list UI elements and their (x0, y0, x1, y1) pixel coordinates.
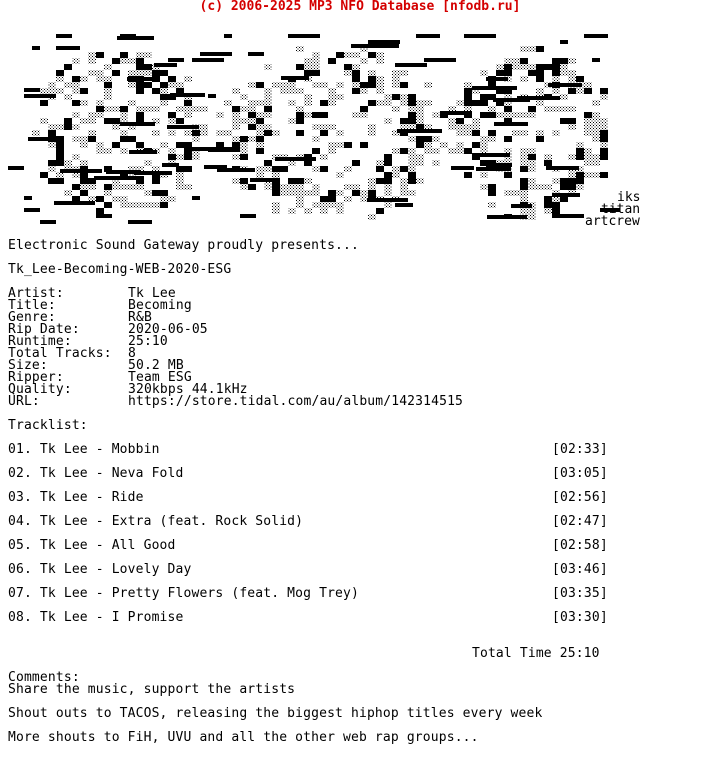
track-duration: [02:33] (552, 442, 608, 457)
track-duration: [02:58] (552, 538, 608, 553)
track-title: 06. Tk Lee - Lovely Day (8, 562, 192, 577)
site-banner: (c) 2006-2025 MP3 NFO Database [nfodb.ru] (199, 0, 521, 14)
info-label-runtime: Runtime: (8, 334, 72, 349)
track-duration: [03:05] (552, 466, 608, 481)
intro-text: Electronic Sound Gateway proudly presents... (8, 238, 359, 253)
info-label-size: Size: (8, 358, 48, 373)
track-title: 02. Tk Lee - Neva Fold (8, 466, 184, 481)
release-name: Tk_Lee-Becoming-WEB-2020-ESG (8, 262, 232, 277)
art-credit-iks: iks (617, 190, 641, 205)
info-label-ripper: Ripper: (8, 370, 64, 385)
info-label-total-tracks: Total Tracks: (8, 346, 112, 361)
track-title: 03. Tk Lee - Ride (8, 490, 144, 505)
track-duration: [03:35] (552, 586, 608, 601)
track-title: 05. Tk Lee - All Good (8, 538, 176, 553)
info-value-title: Becoming (128, 298, 192, 313)
total-time: Total Time 25:10 (472, 646, 600, 661)
info-value-total-tracks: 8 (128, 346, 136, 361)
esg-ascii-logo (8, 20, 620, 230)
comment-line: Share the music, support the artists (8, 682, 296, 697)
info-label-genre: Genre: (8, 310, 56, 325)
track-title: 07. Tk Lee - Pretty Flowers (feat. Mog Trey) (8, 586, 359, 601)
track-title: 01. Tk Lee - Mobbin (8, 442, 160, 457)
info-label-url: URL: (8, 394, 40, 409)
info-label-artist: Artist: (8, 286, 64, 301)
comments-heading: Comments: (8, 670, 80, 685)
info-value-url: https://store.tidal.com/au/album/142314515 (128, 394, 464, 409)
info-value-quality: 320kbps 44.1kHz (128, 382, 248, 397)
track-duration: [03:30] (552, 610, 608, 625)
art-credit-titan: titan (601, 202, 641, 217)
info-label-title: Title: (8, 298, 56, 313)
info-value-size: 50.2 MB (128, 358, 184, 373)
info-value-ripper: Team ESG (128, 370, 192, 385)
track-duration: [02:56] (552, 490, 608, 505)
info-value-genre: R&B (128, 310, 152, 325)
info-label-rip-date: Rip Date: (8, 322, 80, 337)
art-credit-artcrew: artcrew (585, 214, 640, 229)
track-duration: [02:47] (552, 514, 608, 529)
track-duration: [03:46] (552, 562, 608, 577)
tracklist-heading: Tracklist: (8, 418, 88, 433)
track-title: 08. Tk Lee - I Promise (8, 610, 184, 625)
track-title: 04. Tk Lee - Extra (feat. Rock Solid) (8, 514, 304, 529)
info-label-quality: Quality: (8, 382, 72, 397)
comment-line: More shouts to FiH, UVU and all the other web rap groups... (8, 730, 479, 745)
comment-line: Shout outs to TACOS, releasing the biggest hiphop titles every week (8, 706, 543, 721)
info-value-rip-date: 2020-06-05 (128, 322, 208, 337)
info-value-artist: Tk Lee (128, 286, 176, 301)
info-value-runtime: 25:10 (128, 334, 168, 349)
